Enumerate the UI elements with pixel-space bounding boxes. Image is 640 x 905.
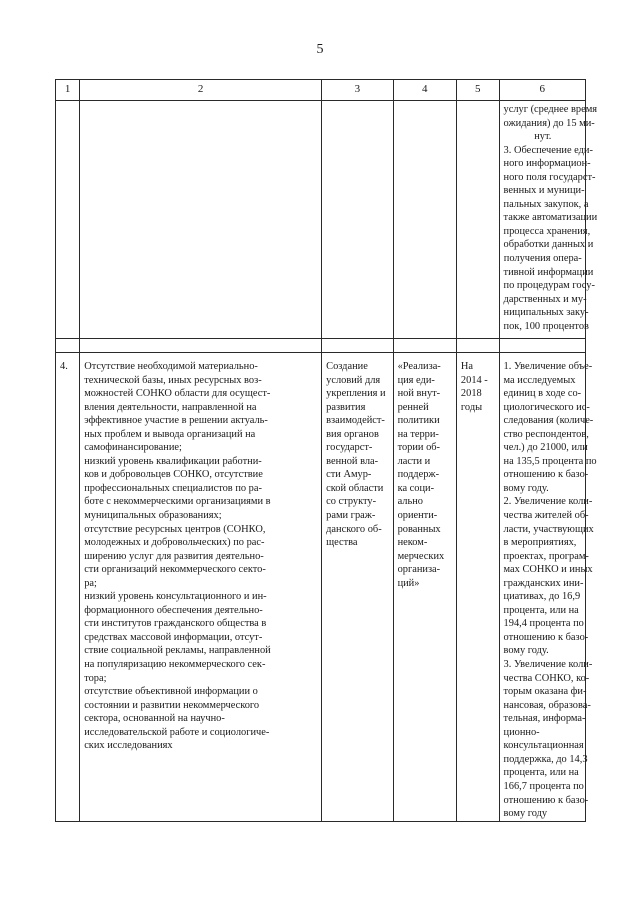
text-line: сти институтов гражданского общества в bbox=[84, 618, 267, 630]
text-line: 3. Обеспечение еди- bbox=[503, 144, 593, 156]
text-line: щества bbox=[326, 537, 358, 549]
problem-description-text bbox=[80, 353, 321, 753]
text-line: услуг (среднее время bbox=[503, 104, 598, 115]
text-line: тивной информации bbox=[503, 266, 594, 278]
text-line: рами граж- bbox=[326, 510, 376, 522]
text-line: циологического ис- bbox=[503, 401, 590, 413]
text-line: ного поля государст- bbox=[503, 171, 596, 183]
text-line: тора; bbox=[84, 672, 107, 684]
text-line: ласти, участвующих bbox=[503, 523, 594, 535]
header-cell-3: 3 bbox=[322, 80, 393, 101]
text-line: ожидания) до 15 ми- bbox=[503, 117, 595, 129]
text-line: политики bbox=[397, 415, 440, 427]
text-line: ально bbox=[397, 496, 423, 508]
text-line: получения опера- bbox=[503, 253, 582, 265]
row-number: 4. bbox=[60, 361, 68, 372]
text-line: гражданских ини- bbox=[503, 577, 584, 589]
text-line: 2014 - bbox=[460, 374, 488, 386]
text-line: мерческих bbox=[397, 550, 445, 562]
text-line: ций» bbox=[397, 577, 420, 589]
text-line: отношению к базо- bbox=[503, 469, 589, 481]
text-line: ласти и bbox=[397, 455, 431, 467]
text-line: единиц в ходе со- bbox=[503, 388, 582, 400]
text-line: профессиональных специалистов по ра- bbox=[84, 482, 262, 494]
text-line: нансовая, образова- bbox=[503, 699, 591, 711]
text-line: организа- bbox=[397, 564, 441, 576]
text-line: молодежных и добровольческих) по рас- bbox=[84, 537, 265, 549]
text-line: чества СОНКО, ко- bbox=[503, 672, 590, 684]
header-cell-2: 2 bbox=[80, 80, 322, 101]
problem-description-cell bbox=[80, 353, 322, 822]
text-line: сектора, основанной на научно- bbox=[84, 713, 225, 725]
table-header-row bbox=[56, 80, 586, 101]
text-line: укрепления и bbox=[326, 388, 386, 400]
text-line: ренней bbox=[397, 401, 429, 413]
text-line: процесса хранения, bbox=[503, 225, 591, 237]
text-line: развития bbox=[326, 401, 366, 413]
text-line: венной вла- bbox=[326, 455, 379, 467]
continuation-results-cell bbox=[499, 101, 598, 339]
text-line: Отсутствие необходимой материально- bbox=[84, 361, 258, 372]
text-line: отношению к базо- bbox=[503, 631, 589, 643]
text-line: вому году. bbox=[503, 482, 549, 494]
text-line: сти организаций некоммерческого секто- bbox=[84, 564, 266, 576]
text-line: низкий уровень консультационного и ин- bbox=[84, 591, 267, 603]
text-line: ниципальных заку- bbox=[503, 307, 589, 319]
text-line: боте с некоммерческими организациями в bbox=[84, 496, 271, 508]
text-line: тории об- bbox=[397, 442, 441, 454]
text-line: ство респондентов, bbox=[503, 428, 589, 440]
text-line: состоянии и развитии некоммерческого bbox=[84, 699, 260, 711]
text-line: рованных bbox=[397, 523, 441, 535]
table-row-4 bbox=[56, 353, 586, 822]
text-line: в мероприятиях, bbox=[503, 537, 577, 549]
text-line: вому году. bbox=[503, 645, 549, 657]
text-line: «Реализа- bbox=[397, 361, 441, 372]
text-line: ских исследованиях bbox=[84, 740, 173, 752]
text-line: пальных закупок, а bbox=[503, 198, 589, 210]
text-line: условий для bbox=[326, 374, 381, 386]
text-line: ма исследуемых bbox=[503, 374, 576, 386]
text-line: вления деятельности, направленной на bbox=[84, 401, 257, 413]
text-line: сти Амур- bbox=[326, 469, 372, 481]
goal-text bbox=[322, 353, 392, 550]
expected-results-cell bbox=[499, 353, 597, 822]
period-cell bbox=[456, 353, 499, 822]
text-line: ской области bbox=[326, 482, 384, 494]
text-line: 1. Увеличение объе- bbox=[503, 361, 593, 372]
text-line: На bbox=[460, 361, 474, 372]
text-line: по процедурам госу- bbox=[503, 280, 595, 292]
header-cell-1: 1 bbox=[56, 80, 80, 101]
text-line: тельная, информа- bbox=[503, 713, 586, 725]
program-table bbox=[55, 79, 598, 822]
text-line: чел.) до 21000, или bbox=[503, 442, 588, 454]
table-row-gap bbox=[56, 339, 586, 353]
text-line: следования (количе- bbox=[503, 415, 594, 427]
text-line: взаимодейст- bbox=[326, 415, 385, 427]
text-line: данского об- bbox=[326, 523, 382, 535]
text-line: 3. Увеличение коли- bbox=[503, 659, 593, 671]
text-line: венных и муници- bbox=[503, 185, 585, 197]
text-line: дарственных и му- bbox=[503, 293, 587, 305]
text-line: муниципальных образованиях; bbox=[84, 510, 222, 522]
program-name-text bbox=[394, 353, 456, 590]
text-line: ка соци- bbox=[397, 482, 435, 494]
period-text bbox=[457, 353, 499, 414]
text-line: отношению к базо- bbox=[503, 794, 589, 806]
text-line: низкий уровень квалификации работни- bbox=[84, 455, 262, 467]
text-line: на популяризацию некоммерческого сек- bbox=[84, 659, 266, 671]
text-line: неком- bbox=[397, 537, 428, 549]
text-line: вия органов bbox=[326, 428, 379, 440]
text-line: 2018 bbox=[460, 388, 482, 400]
text-line: ков и добровольцев СОНКО, отсутствие bbox=[84, 469, 263, 481]
text-line: торым оказана фи- bbox=[503, 686, 587, 698]
page-number: 5 bbox=[316, 42, 324, 57]
text-line: ра; bbox=[84, 577, 97, 589]
goal-cell bbox=[322, 353, 393, 822]
text-line: исследовательской работе и социологиче- bbox=[84, 726, 270, 738]
text-line: 2. Увеличение коли- bbox=[503, 496, 593, 508]
text-line: средствах массовой информации, отсут- bbox=[84, 631, 263, 643]
text-line: нут. bbox=[534, 131, 552, 143]
text-line: ного информацион- bbox=[503, 158, 591, 170]
text-line: чества жителей об- bbox=[503, 510, 589, 522]
text-line: проектах, програм- bbox=[503, 550, 589, 562]
text-line: самофинансирование; bbox=[84, 442, 182, 454]
text-line: отсутствие объективной информации о bbox=[84, 686, 258, 698]
text-line: мах СОНКО и иных bbox=[503, 564, 593, 576]
header-cell-6: 6 bbox=[499, 80, 585, 101]
text-line: можностей СОНКО области для осущест- bbox=[84, 388, 271, 400]
text-line: 166,7 процента по bbox=[503, 780, 584, 792]
text-line: Создание bbox=[326, 361, 368, 372]
table-row-continuation bbox=[56, 101, 586, 339]
program-name-cell bbox=[393, 353, 456, 822]
text-line: пок, 100 процентов bbox=[503, 320, 589, 332]
header-cell-5: 5 bbox=[456, 80, 499, 101]
text-line: со структу- bbox=[326, 496, 377, 508]
text-line: ствие социальной рекламы, направленной bbox=[84, 645, 271, 657]
text-line: государст- bbox=[326, 442, 373, 454]
text-line: процента, или на bbox=[503, 604, 579, 616]
continuation-results-text bbox=[500, 101, 598, 333]
text-line: ориенти- bbox=[397, 510, 438, 522]
text-line: поддерж- bbox=[397, 469, 440, 481]
text-line: циативах, до 16,9 bbox=[503, 591, 581, 603]
text-line: ширению услуг для развития деятельно- bbox=[84, 550, 264, 562]
text-line: формационного обеспечения деятельно- bbox=[84, 604, 263, 616]
text-line: вому году bbox=[503, 808, 548, 820]
row-number-cell bbox=[56, 353, 80, 822]
text-line: ных проблем и вывода организаций на bbox=[84, 428, 256, 440]
text-line: эффективное участие в решении актуаль- bbox=[84, 415, 268, 427]
text-line: на 135,5 процента по bbox=[503, 455, 597, 467]
text-line: обработки данных и bbox=[503, 239, 594, 251]
text-line: 194,4 процента по bbox=[503, 618, 584, 630]
text-line: технической базы, иных ресурсных воз- bbox=[84, 374, 262, 386]
text-line: поддержка, до 14,3 bbox=[503, 753, 588, 765]
text-line: ной внут- bbox=[397, 388, 441, 400]
header-cell-4: 4 bbox=[393, 80, 456, 101]
expected-results-text bbox=[500, 353, 597, 821]
text-line: ционно- bbox=[503, 726, 540, 738]
text-line: процента, или на bbox=[503, 767, 579, 779]
text-line: отсутствие ресурсных центров (СОНКО, bbox=[84, 523, 266, 535]
text-line: годы bbox=[460, 401, 483, 413]
text-line: на терри- bbox=[397, 428, 439, 440]
text-line: консультационная bbox=[503, 740, 584, 752]
text-line: ция еди- bbox=[397, 374, 435, 386]
text-line: также автоматизации bbox=[503, 212, 598, 224]
